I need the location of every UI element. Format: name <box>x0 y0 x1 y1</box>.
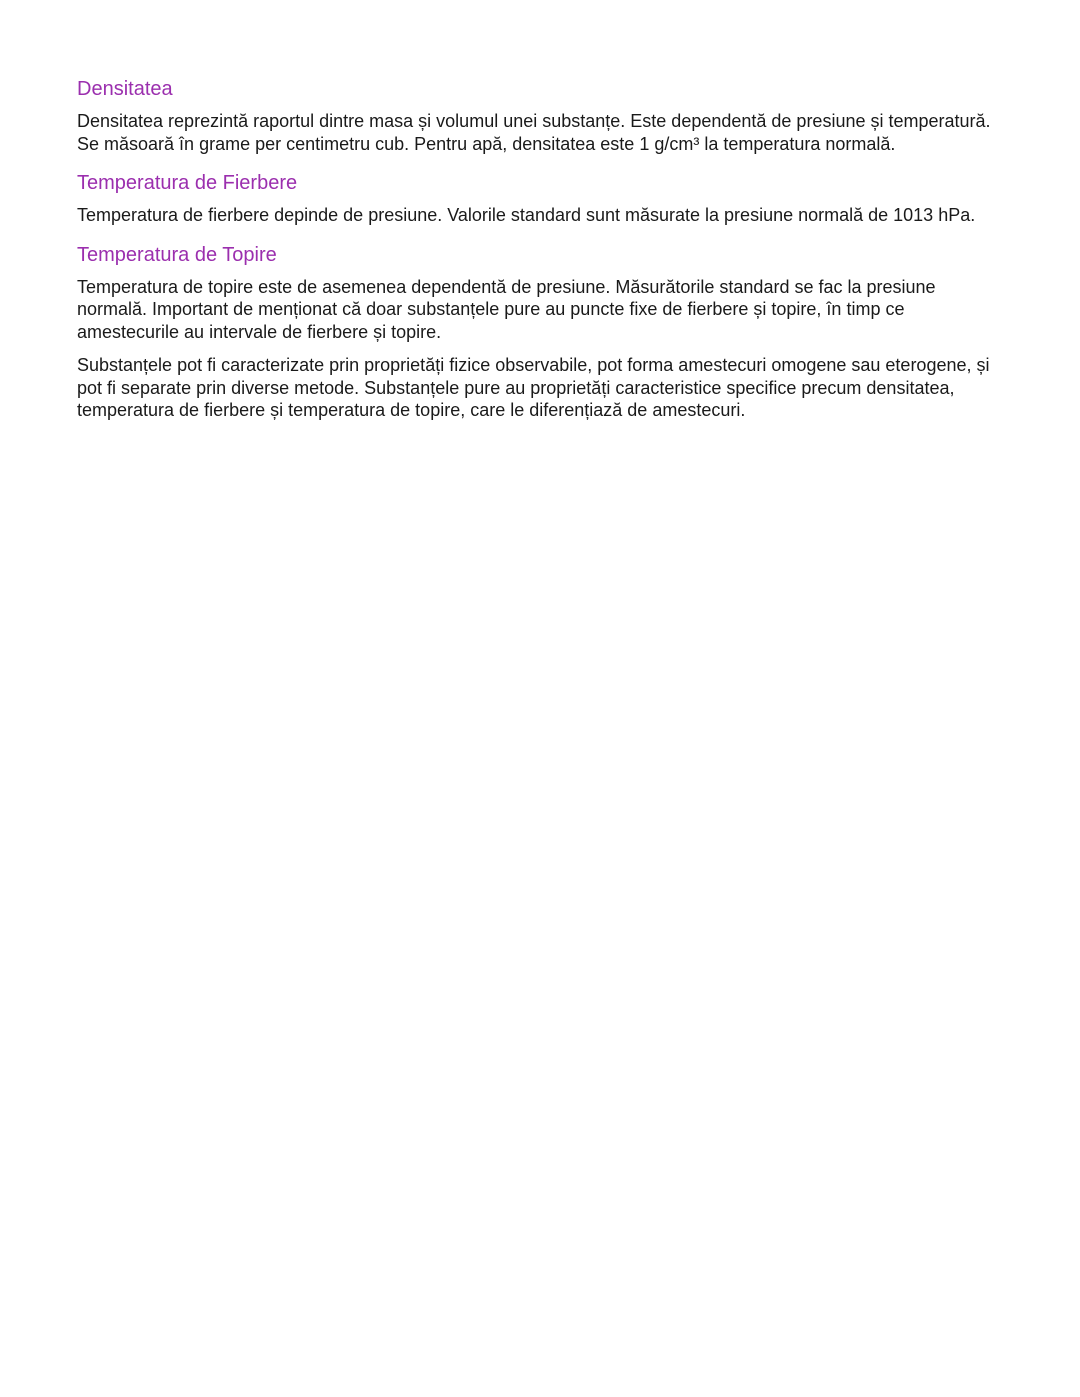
section-heading-temperatura-fierbere: Temperatura de Fierbere <box>77 172 298 194</box>
section-heading-temperatura-topire: Temperatura de Topire <box>77 243 277 266</box>
summary-paragraph: Substanțele pot fi caracterizate prin proprietăți fizice observabile, pot forma amestecuri omogene sau eterogene, și pot fi separate prin diverse metode. Substanțele pure au proprietăți caracteristice specifice precum densitatea, temperatura de fierbere și temperatura de topire, care le diferențiază de amestecuri. <box>77 355 990 420</box>
section-text-temperatura-fierbere: Temperatura de fierbere depinde de presiune. Valorile standard sunt măsurate la presiune normală de 1013 hPa. <box>77 205 976 225</box>
section-text-temperatura-topire: Temperatura de topire este de asemenea dependentă de presiune. Măsurătorile standard se fac la presiune normală. Important de menționat că doar substanțele pure au puncte fixe de fierbere și topire, în timp ce amestecurile au intervale de fierbere și topire. <box>77 276 936 342</box>
section-text-densitatea: Densitatea reprezintă raportul dintre masa și volumul unei substanțe. Este dependentă de presiune și temperatură. Se măsoară în grame per centimetru cub. Pentru apă, densitatea este 1 g/cm³ la temperatura normală. <box>77 111 991 154</box>
document-content <box>77 76 1007 437</box>
section-heading-densitatea: Densitatea <box>77 78 173 100</box>
